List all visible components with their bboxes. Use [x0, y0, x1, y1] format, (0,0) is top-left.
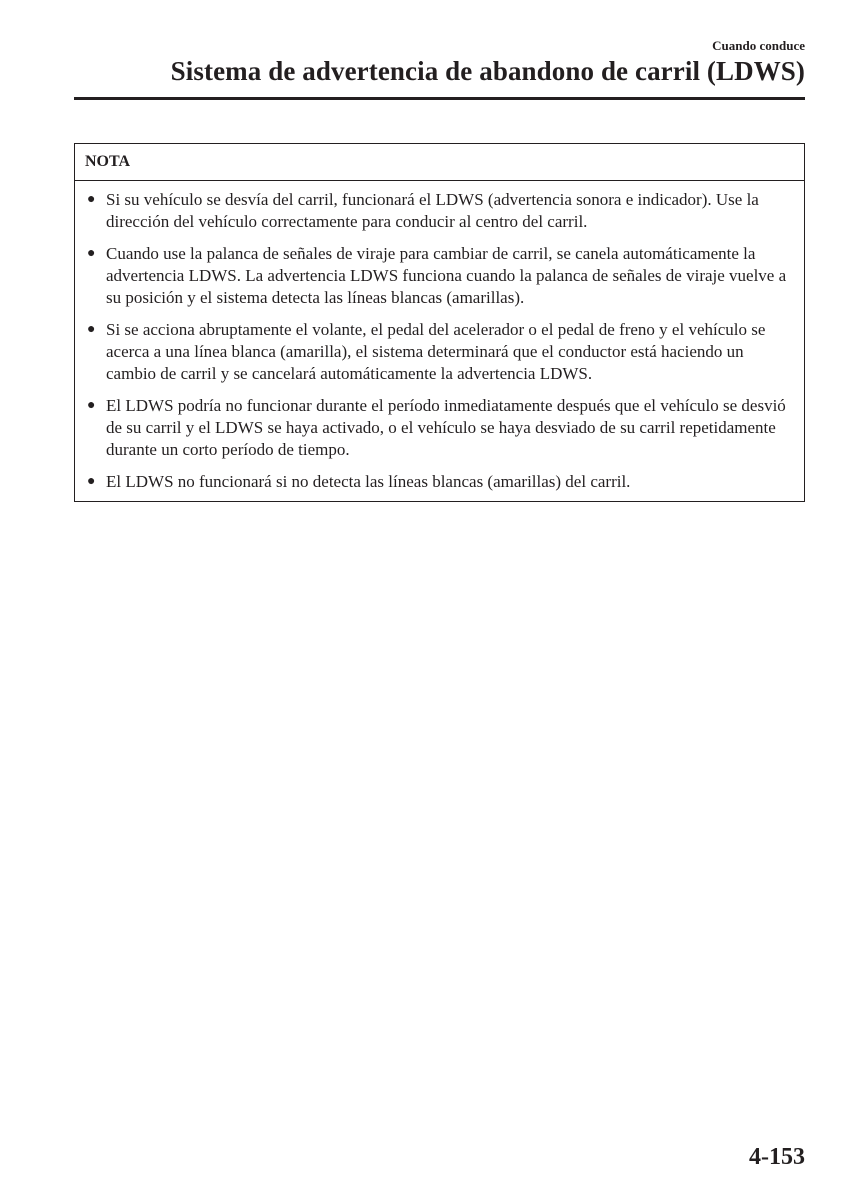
- page-title: Sistema de advertencia de abandono de carril (LDWS): [170, 56, 805, 86]
- note-box: [74, 143, 805, 502]
- bullet-icon: ●: [87, 398, 96, 413]
- note-list: [75, 181, 804, 501]
- bullet-icon: ●: [87, 322, 96, 337]
- note-item: [87, 395, 788, 461]
- note-item: [87, 189, 788, 233]
- bullet-icon: ●: [87, 474, 96, 489]
- note-item: [87, 471, 788, 493]
- note-heading: NOTA: [75, 144, 804, 181]
- note-item: [87, 319, 788, 385]
- section-label: Cuando conduce: [712, 38, 805, 53]
- note-item-text: Si su vehículo se desvía del carril, funcionará el LDWS (advertencia sonora e indicador). Use la dirección del vehículo correctamente para conducir al centro del carril.: [106, 190, 759, 231]
- note-item-text: Si se acciona abruptamente el volante, el pedal del acelerador o el pedal de freno y el vehículo se acerca a una línea blanca (amarilla), el sistema determinará que el conductor está haciendo un cambio de carril y se cancelará automáticamente la advertencia LDWS.: [106, 320, 766, 383]
- note-item-text: El LDWS podría no funcionar durante el período inmediatamente después que el vehículo se desvió de su carril y el LDWS se haya activado, o el vehículo se haya desviado de su carril repetidamente durante un corto período de tiempo.: [106, 396, 786, 459]
- title-rule: [74, 97, 805, 100]
- note-item: [87, 243, 788, 309]
- bullet-icon: ●: [87, 192, 96, 207]
- note-item-text: El LDWS no funcionará si no detecta las líneas blancas (amarillas) del carril.: [106, 472, 631, 491]
- page-number: 4-153: [749, 1144, 805, 1170]
- note-item-text: Cuando use la palanca de señales de viraje para cambiar de carril, se canela automáticamente la advertencia LDWS. La advertencia LDWS funciona cuando la palanca de señales de viraje vuelve a su posición y el sistema detecta las líneas blancas (amarillas).: [106, 244, 787, 307]
- bullet-icon: ●: [87, 246, 96, 261]
